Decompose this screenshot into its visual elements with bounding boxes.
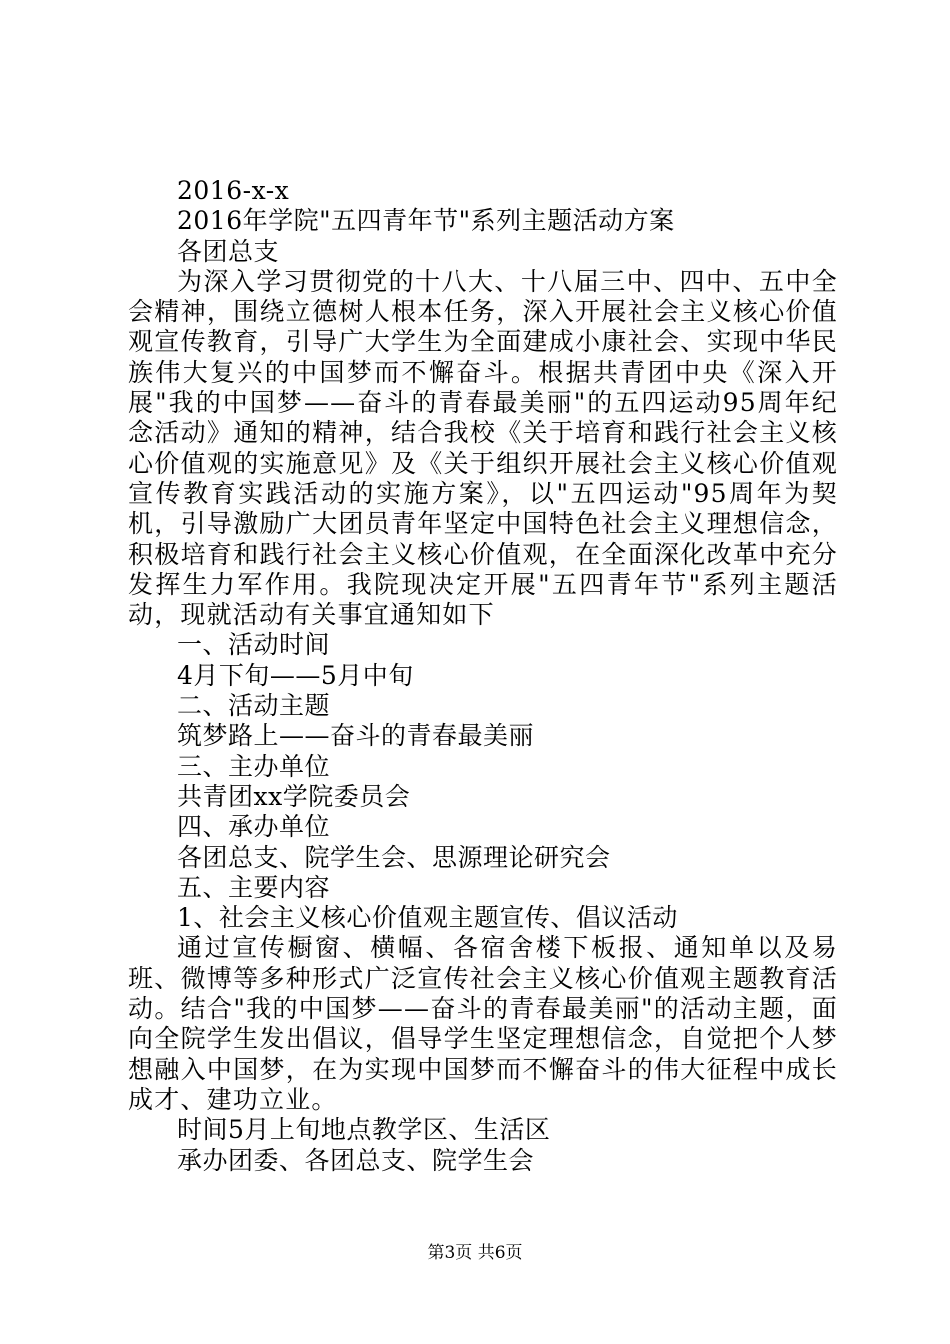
section-heading-content: 五、主要内容 — [177, 872, 331, 902]
section-text-theme: 筑梦路上——奋斗的青春最美丽 — [177, 721, 535, 751]
section-text-host: 共青团xx学院委员会 — [177, 781, 411, 811]
item-time-location: 时间5月上旬地点教学区、生活区 — [177, 1115, 551, 1145]
document-date: 2016-x-x — [177, 176, 290, 205]
item-heading-1: 1、社会主义核心价值观主题宣传、倡议活动 — [177, 903, 678, 933]
item-paragraph-1: 通过宣传橱窗、横幅、各宿舍楼下板报、通知单以及易班、微博等多种形式广泛宣传社会主义核心价值观主题教育活动。结合"我的中国梦——奋斗的青春最美丽"的活动主题，面向全院学生发出倡议，倡导学生坚定理想信念，自觉把个人梦想融入中国梦，在为实现中国梦而不懈奋斗的伟大征程中成长成才、建功立业。 — [128, 933, 838, 1114]
section-text-time: 4月下旬——5月中旬 — [177, 660, 414, 690]
document-recipient: 各团总支 — [177, 236, 280, 266]
page-number: 第3页 共6页 — [427, 1243, 523, 1263]
document-body — [128, 176, 838, 1176]
intro-paragraph: 为深入学习贯彻党的十八大、十八届三中、四中、五中全会精神，围绕立德树人根本任务，深入开展社会主义核心价值观宣传教育，引导广大学生为全面建成小康社会、实现中华民族伟大复兴的中国梦而不懈奋斗。根据共青团中央《深入开展"我的中国梦——奋斗的青春最美丽"的五四运动95周年纪念活动》通知的精神，结合我校《关于培育和践行社会主义核心价值观的实施意见》及《关于组织开展社会主义核心价值观宣传教育实践活动的实施方案》，以"五四运动"95周年为契机，引导激励广大团员青年坚定中国特色社会主义理想信念，积极培育和践行社会主义核心价值观，在全面深化改革中充分发挥生力军作用。我院现决定开展"五四青年节"系列主题活动，现就活动有关事宜通知如下 — [128, 266, 838, 630]
document-title: 2016年学院"五四青年节"系列主题活动方案 — [177, 206, 675, 236]
item-organizer: 承办团委、各团总支、院学生会 — [177, 1145, 535, 1175]
section-heading-organizer: 四、承办单位 — [177, 812, 331, 842]
section-heading-time: 一、活动时间 — [177, 630, 331, 660]
section-text-organizer: 各团总支、院学生会、思源理论研究会 — [177, 842, 611, 872]
section-heading-theme: 二、活动主题 — [177, 691, 331, 721]
section-heading-host: 三、主办单位 — [177, 751, 331, 781]
